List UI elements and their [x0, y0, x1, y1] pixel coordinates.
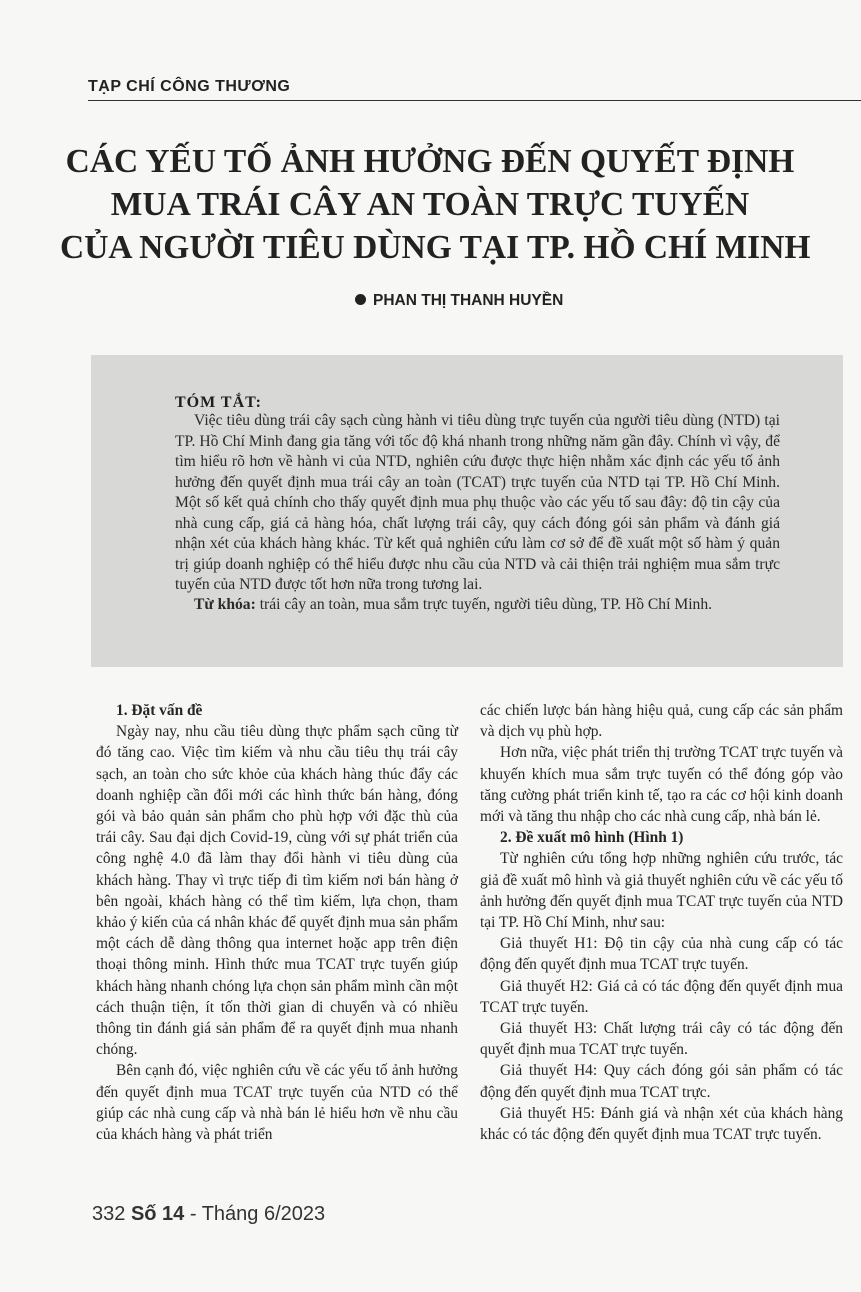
hypothesis-h3: Giả thuyết H3: Chất lượng trái cây có tác động đến quyết định mua TCAT trực tuyến.: [480, 1020, 843, 1059]
keywords-label: Từ khóa:: [194, 596, 256, 613]
hypothesis-h1: Giả thuyết H1: Độ tin cậy của nhà cung cấp có tác động đến quyết định mua TCAT trực tuyến.: [480, 935, 843, 974]
author-line: [355, 292, 563, 310]
page-footer: [92, 1203, 325, 1226]
journal-name: TẠP CHÍ CÔNG THƯƠNG: [88, 78, 291, 95]
paragraph: Ngày nay, nhu cầu tiêu dùng thực phẩm sạch cũng từ đó tăng cao. Việc tìm kiếm và nhu cầu tiêu thụ trái cây sạch, an toàn cho sức khỏe của khách hàng thúc đẩy các doanh nghiệp cần đổi mới các hình thức bán hàng, đóng gói và bảo quản sản phẩm cho phù hợp với đặc thù của trái cây. Sau đại dịch Covid-19, cùng với sự phát triển của công nghệ 4.0 đã làm thay đổi hành vi tiêu dùng của khách hàng. Thay vì trực tiếp đi tìm kiếm nơi bán hàng ở bên ngoài, khách hàng có thể tìm kiếm, lựa chọn, tham khảo ý kiến của cá nhân khác để quyết định mua sản phẩm một cách dễ dàng thông qua internet hoặc app trên điện thoại thông minh. Hình thức mua TCAT trực tuyến giúp khách hàng nhanh chóng lựa chọn sản phẩm mình cần một cách thuận tiện, ít tốn thời gian di chuyển và có nhiều thông tin đánh giá sản phẩm để ra quyết định mua nhanh chóng.: [96, 723, 458, 1059]
issue-number: Số 14: [130, 1203, 185, 1225]
page-number: 332: [92, 1203, 126, 1225]
header-rule: [88, 100, 861, 101]
abstract-box: [91, 355, 843, 667]
section-heading-2: 2. Đề xuất mô hình (Hình 1): [500, 829, 684, 847]
paragraph: các chiến lược bán hàng hiệu quả, cung cấp các sản phẩm và dịch vụ phù hợp.: [480, 702, 843, 741]
article-title: [60, 140, 811, 269]
hypothesis-h2: Giả thuyết H2: Giá cả có tác động đến quyết định mua TCAT trực tuyến.: [480, 977, 843, 1016]
right-column: [480, 700, 843, 1145]
hypothesis-h5: Giả thuyết H5: Đánh giá và nhận xét của khách hàng khác có tác động đến quyết định mua TCAT trực tuyến.: [480, 1104, 843, 1144]
hypothesis-h4: Giả thuyết H4: Quy cách đóng gói sản phẩm có tác động đến quyết định mua TCAT trực.: [480, 1062, 843, 1101]
abstract-body: Việc tiêu dùng trái cây sạch cùng hành vi tiêu dùng trực tuyến của người tiêu dùng (NTD) tại TP. Hồ Chí Minh đang gia tăng với tốc độ khá nhanh trong những năm gần đây. Chính vì vậy, để tìm hiểu rõ hơn về hành vi của NTD, nghiên cứu được thực hiện nhằm xác định các yếu tố ảnh hưởng đến quyết định mua trái cây an toàn (TCAT) trực tuyến của NTD tại TP. Hồ Chí Minh. Một số kết quả chính cho thấy quyết định mua phụ thuộc vào các yếu tố sau đây: độ tin cậy của nhà cung cấp, giá cả hàng hóa, chất lượng trái cây, quy cách đóng gói sản phẩm và đánh giá nhận xét của khách hàng khác. Từ kết quả nghiên cứu làm cơ sở để đề xuất một số hàm ý quản trị giúp doanh nghiệp có thể hiểu được nhu cầu của NTD và cải thiện trải nghiệm mua sắm trực tuyến của NTD được tốt hơn nữa trong tương lai.: [175, 412, 780, 593]
issue-date: - Tháng 6/2023: [184, 1203, 326, 1225]
title-line-3: CỦA NGƯỜI TIÊU DÙNG TẠI TP. HỒ CHÍ MINH: [60, 229, 811, 266]
paragraph: Bên cạnh đó, việc nghiên cứu về các yếu tố ảnh hưởng đến quyết định mua TCAT trực tuyến của NTD có thể giúp các nhà cung cấp và nhà bán lẻ hiểu hơn về nhu cầu của khách hàng và phát triển: [96, 1062, 458, 1144]
keywords-text: trái cây an toàn, mua sắm trực tuyến, người tiêu dùng, TP. Hồ Chí Minh.: [255, 596, 713, 613]
title-line-1: CÁC YẾU TỐ ẢNH HƯỞNG ĐẾN QUYẾT ĐỊNH: [65, 143, 795, 180]
abstract-heading: TÓM TẮT:: [175, 394, 262, 411]
bullet-icon: [355, 294, 366, 305]
paragraph: Hơn nữa, việc phát triển thị trường TCAT trực tuyến và khuyến khích mua sắm trực tuyến có thể đóng góp vào tăng cường phát triển kinh tế, tạo ra các cơ hội kinh doanh mới và tăng thu nhập cho các nhà cung cấp, nhà bán lẻ.: [480, 744, 843, 826]
left-column: [96, 700, 458, 1145]
section-heading-1: 1. Đặt vấn đề: [116, 702, 203, 719]
title-line-2: MUA TRÁI CÂY AN TOÀN TRỰC TUYẾN: [110, 186, 750, 223]
abstract-keywords: [175, 595, 815, 616]
paragraph: Từ nghiên cứu tổng hợp những nghiên cứu trước, tác giả đề xuất mô hình và giả thuyết nghiên cứu về các yếu tố ảnh hưởng đến quyết định mua TCAT trực tuyến của NTD tại TP. Hồ Chí Minh, như sau:: [480, 850, 843, 932]
author-name: PHAN THỊ THANH HUYỀN: [373, 292, 564, 309]
